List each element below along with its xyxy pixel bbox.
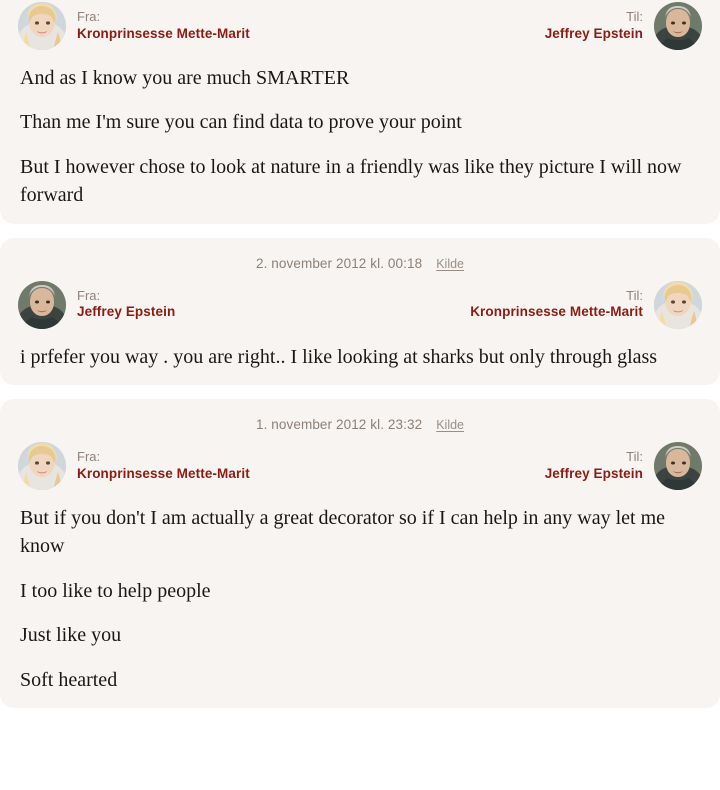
message-paragraph: But I however chose to look at nature in a friendly was like they picture I will now forward [20, 155, 682, 207]
message-meta [0, 238, 720, 277]
avatar-jeffrey-epstein [18, 281, 66, 329]
from-label: Fra: [77, 9, 101, 25]
source-link[interactable]: Kilde [436, 256, 464, 271]
message-card [0, 399, 720, 708]
sender-text [77, 9, 250, 42]
recipient-block [545, 442, 702, 490]
message-body [0, 50, 720, 210]
recipient-text [545, 449, 643, 482]
message-date: 2. november 2012 kl. 00:18 [255, 255, 423, 271]
source-link[interactable]: Kilde [436, 417, 464, 432]
thread-bottom-spacer [0, 722, 720, 740]
message-paragraph: i prfefer you way . you are right.. I like looking at sharks but only through glass [20, 345, 658, 368]
to-name: Jeffrey Epstein [544, 25, 643, 41]
avatar-mette-marit [18, 442, 66, 490]
message-paragraph: But if you don't I am actually a great decorator so if I can help in any way let me know [20, 506, 666, 558]
avatar-jeffrey-epstein [654, 2, 702, 50]
to-label: Til: [626, 449, 643, 465]
recipient-text [545, 9, 643, 42]
sender-block [18, 2, 250, 50]
message-paragraph: And as I know you are much SMARTER [20, 67, 350, 89]
from-name: Kronprinsesse Mette-Marit [77, 25, 250, 41]
to-name: Kronprinsesse Mette-Marit [470, 304, 643, 320]
message-meta [0, 399, 720, 438]
message-header [0, 438, 720, 490]
from-label: Fra: [77, 288, 101, 303]
message-card [0, 0, 720, 224]
message-date: 1. november 2012 kl. 23:32 [255, 416, 423, 432]
message-body [0, 490, 720, 694]
recipient-block [470, 281, 702, 329]
message-paragraph: Soft hearted [20, 668, 118, 691]
sender-block [18, 442, 250, 490]
from-name: Kronprinsesse Mette-Marit [77, 465, 250, 481]
message-paragraph: Just like you [20, 624, 122, 647]
message-card [0, 238, 720, 385]
from-label: Fra: [77, 449, 101, 465]
avatar-mette-marit [18, 2, 66, 50]
recipient-text [470, 288, 643, 321]
avatar-mette-marit [654, 281, 702, 329]
to-label: Til: [626, 288, 643, 303]
message-paragraph: I too like to help people [20, 579, 211, 602]
message-header [0, 0, 720, 50]
to-label: Til: [626, 9, 643, 25]
message-paragraph: Than me I'm sure you can find data to prove your point [20, 111, 462, 134]
recipient-block [545, 2, 702, 50]
avatar-jeffrey-epstein [654, 442, 702, 490]
sender-block [18, 281, 175, 329]
message-body [0, 329, 720, 371]
message-header [0, 277, 720, 329]
to-name: Jeffrey Epstein [544, 465, 643, 481]
sender-text [77, 288, 175, 321]
from-name: Jeffrey Epstein [77, 304, 176, 320]
sender-text [77, 449, 250, 482]
